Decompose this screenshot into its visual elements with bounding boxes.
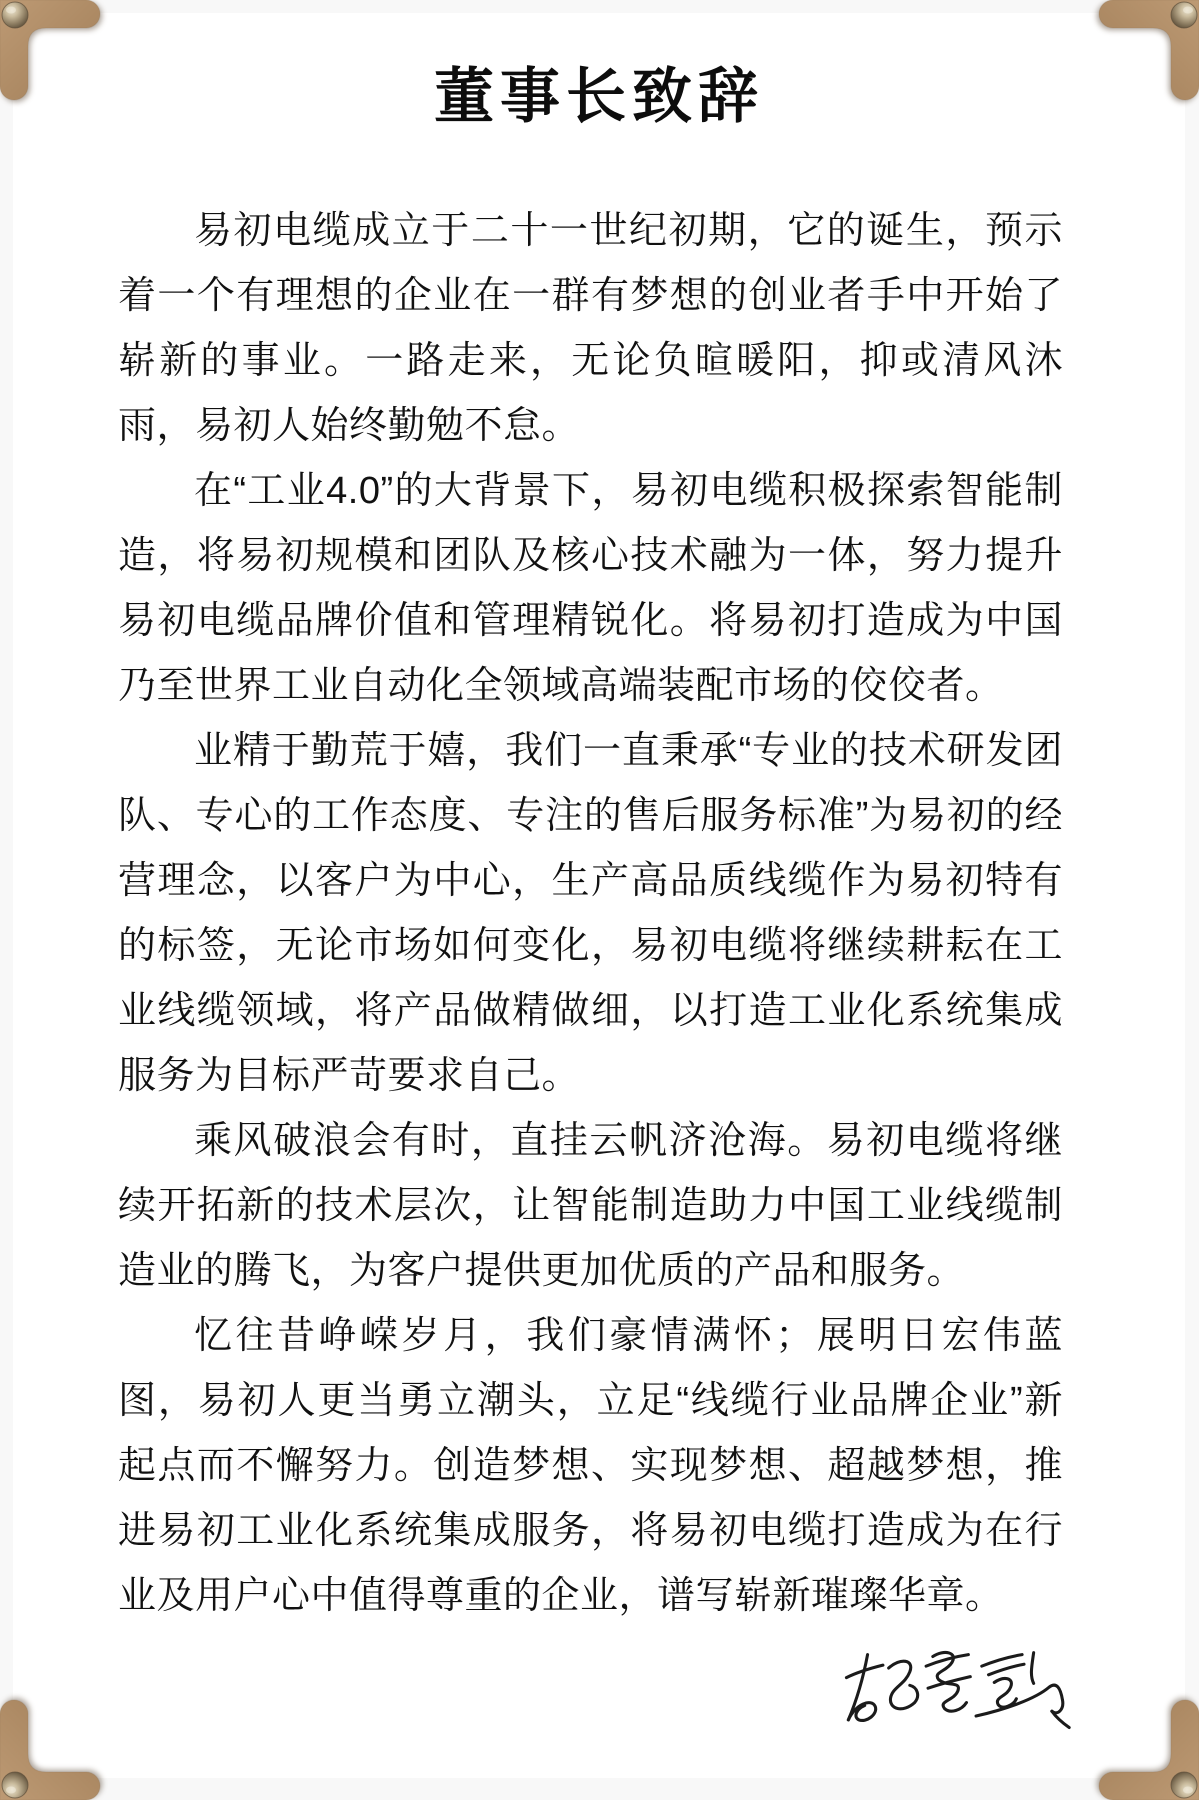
speech-paragraph-2: 在“工业4.0”的大背景下，易初电缆积极探索智能制造，将易初规模和团队及核心技术融为一体，努力提升易初电缆品牌价值和管理精锐化。将易初打造成为中国乃至世界工业自动化全领域高端装配市场的佼佼者。 [118,470,1063,707]
speech-paragraph-3: 业精于勤荒于嬉，我们一直秉承“专业的技术研发团队、专心的工作态度、专注的售后服务标准”为易初的经营理念，以客户为中心，生产高品质线缆作为易初特有的标签，无论市场如何变化，易初电缆将继续耕耘在工业线缆领域，将产品做精做细，以打造工业化系统集成服务为目标严苛要求自己。 [118,730,1063,1097]
paper-sheet [13,13,1185,1778]
signature-icon [833,1643,1073,1743]
speech-paragraph-5: 忆往昔峥嵘岁月，我们豪情满怀；展明日宏伟蓝图，易初人更当勇立潮头，立足“线缆行业品牌企业”新起点而不懈努力。创造梦想、实现梦想、超越梦想，推进易初工业化系统集成服务，将易初电缆打造成为在行业及用户心中值得尊重的企业，谱写崭新璀璨华章。 [118,1315,1063,1617]
chairman-signature [833,1643,1073,1743]
page-title: 董事长致辞 [434,63,764,130]
speech-paragraph-4: 乘风破浪会有时，直挂云帆济沧海。易初电缆将继续开拓新的技术层次，让智能制造助力中国工业线缆制造业的腾飞，为客户提供更加优质的产品和服务。 [118,1120,1063,1292]
speech-body [13,199,1185,1629]
speech-paragraph-1: 易初电缆成立于二十一世纪初期，它的诞生，预示着一个有理想的企业在一群有梦想的创业者手中开始了崭新的事业。一路走来，无论负暄暖阳，抑或清风沐雨，易初人始终勤勉不怠。 [118,210,1063,447]
